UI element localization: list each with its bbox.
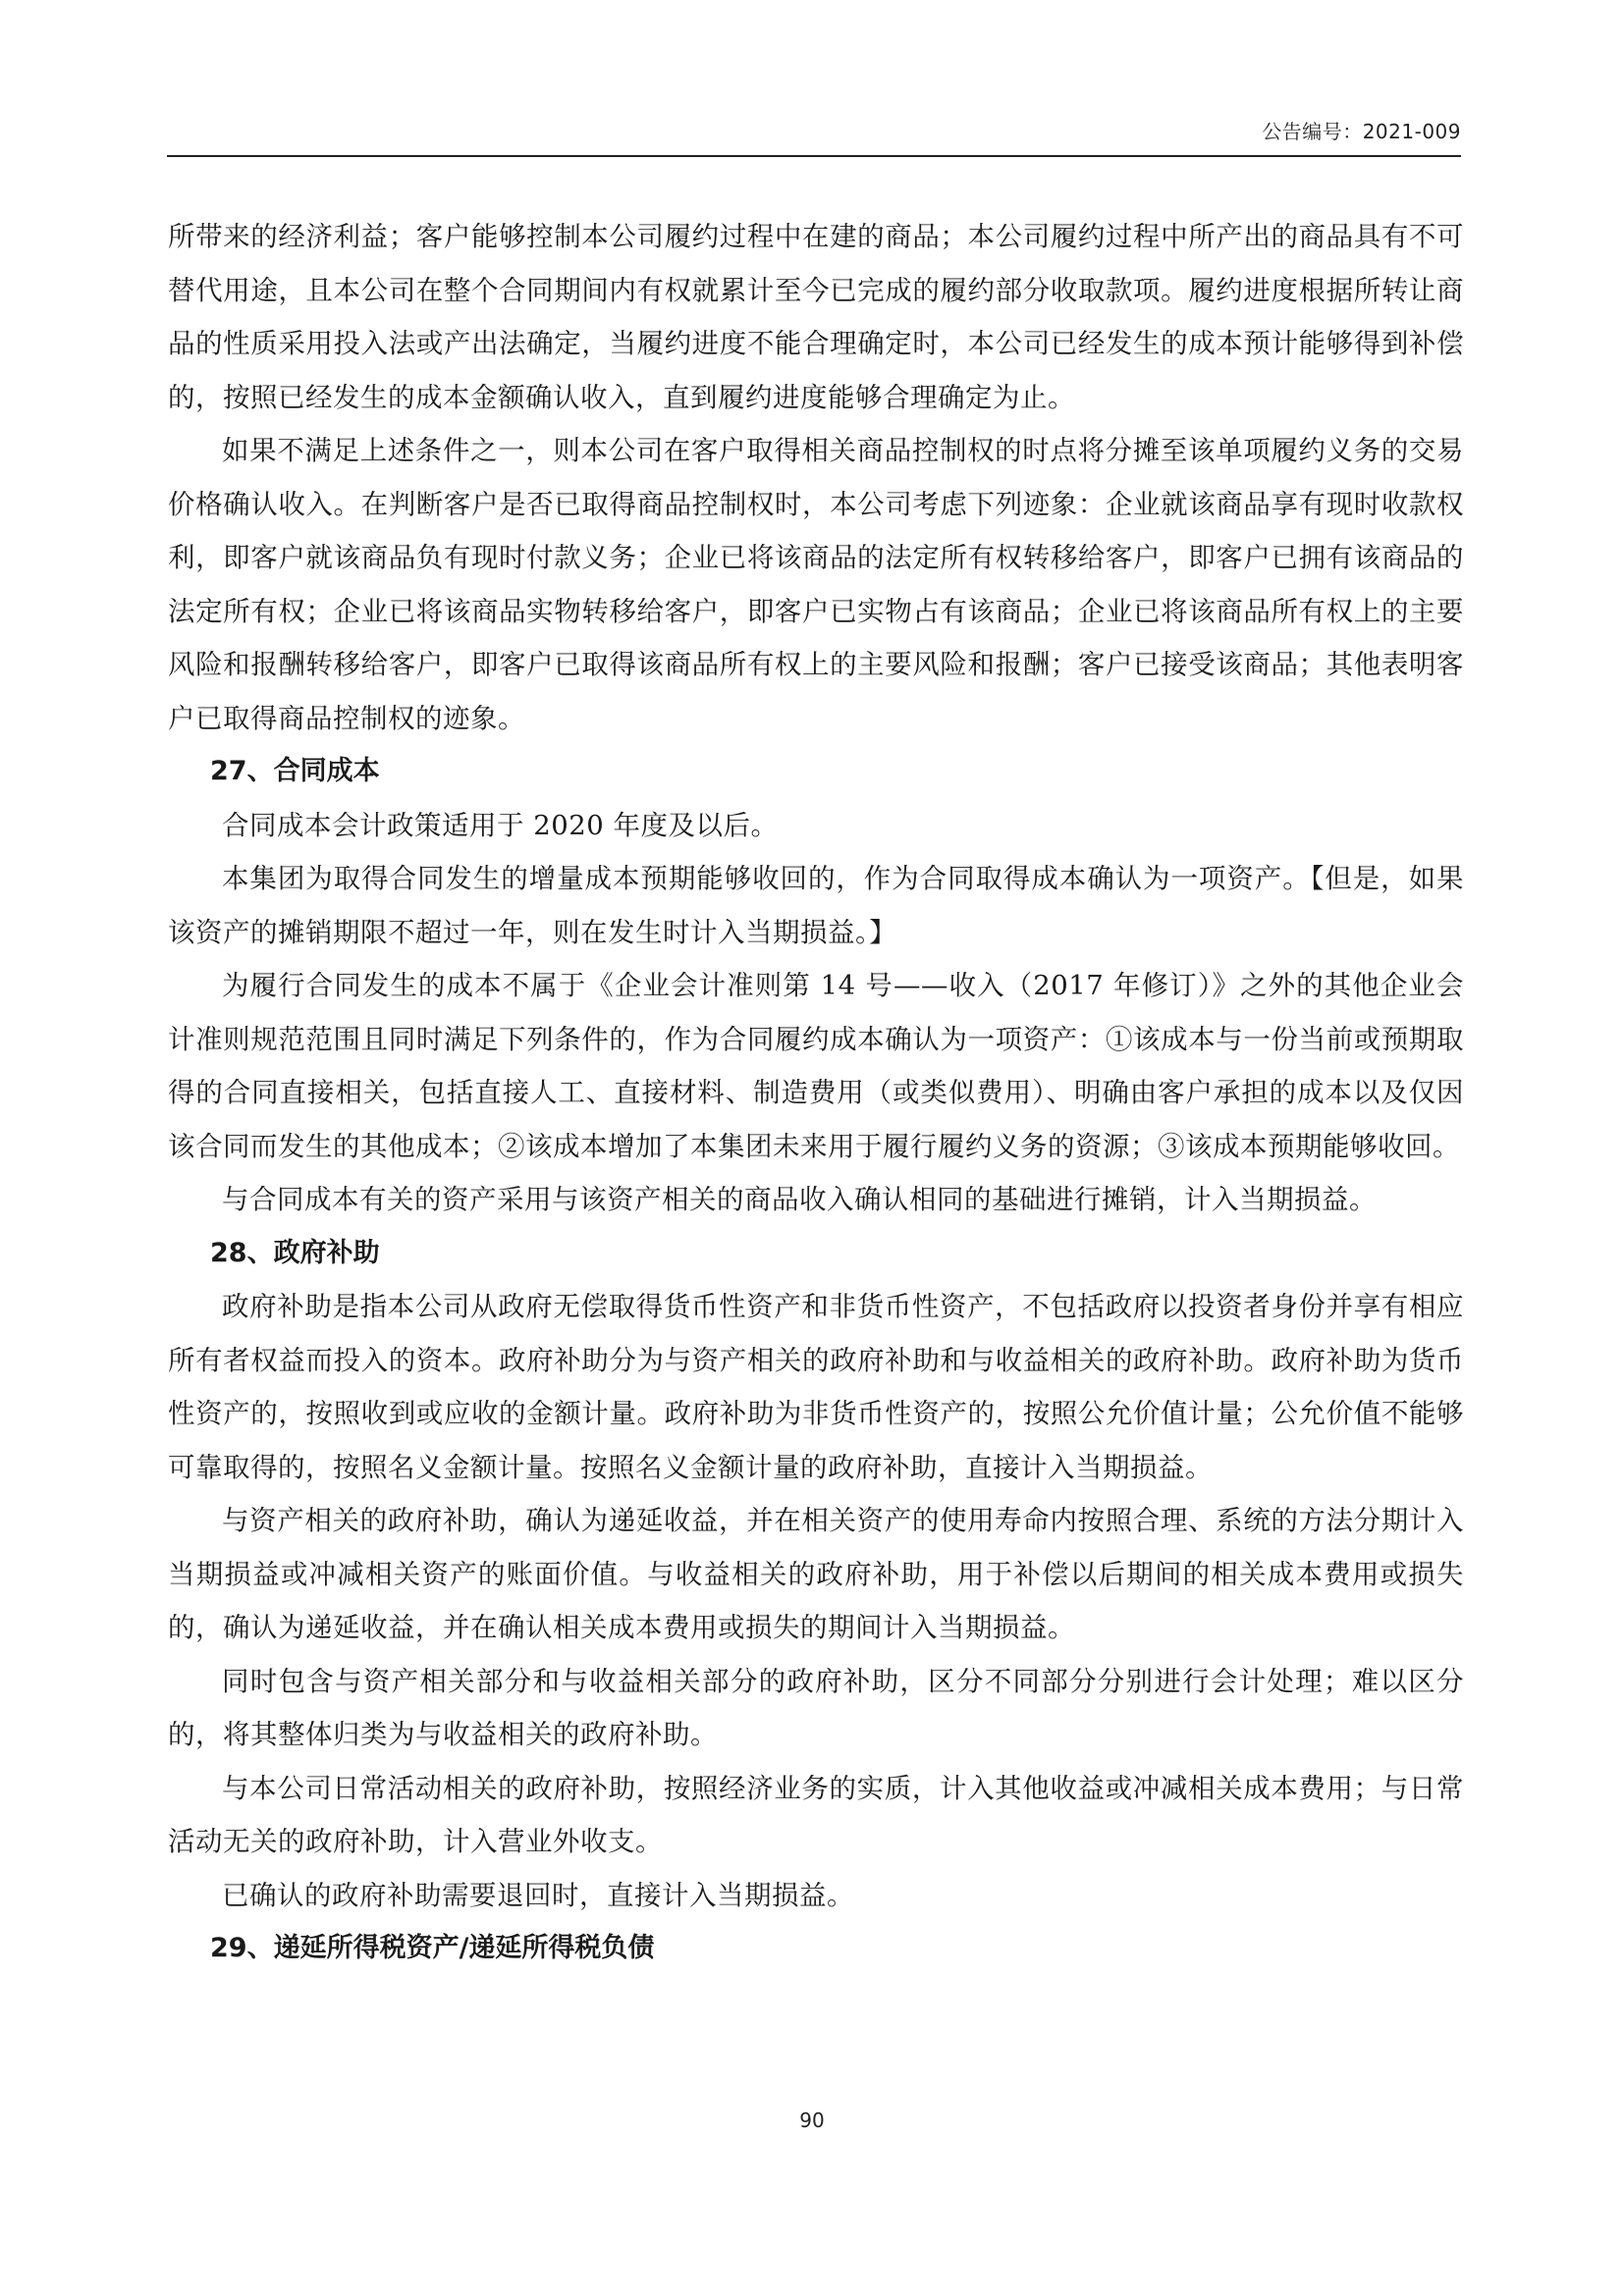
section-heading-deferred-tax: 29、递延所得税资产/递延所得税负债: [210, 1933, 655, 1963]
paragraph-grant-definition: 政府补助是指本公司从政府无偿取得货币性资产和非货币性资产，不包括政府以投资者身份并享有相应所有者权益而投入的资本。政府补助分为与资产相关的政府补助和与收益相关的政府补助。政府补助为货币性资产的，按照收到或应收的金额计量。政府补助为非货币性资产的，按照公允价值计量；公允价值不能够可靠取得的，按照名义金额计量。按照名义金额计量的政府补助，直接计入当期损益。: [168, 1291, 1464, 1483]
announcement-number: 公告编号：2021-009: [1262, 120, 1461, 143]
paragraph-mixed-grants: 同时包含与资产相关部分和与收益相关部分的政府补助，区分不同部分分别进行会计处理；难以区分的，将其整体归类为与收益相关的政府补助。: [168, 1665, 1464, 1750]
paragraph-contract-cost-amortization: 与合同成本有关的资产采用与该资产相关的商品收入确认相同的基础进行摊销，计入当期损益。: [222, 1184, 1377, 1215]
paragraph-grant-refund: 已确认的政府补助需要退回时，直接计入当期损益。: [222, 1879, 854, 1911]
paragraph-daily-activity-grants: 与本公司日常活动相关的政府补助，按照经济业务的实质，计入其他收益或冲减相关成本费用；与日常活动无关的政府补助，计入营业外收支。: [168, 1772, 1464, 1857]
paragraph-asset-related-grants: 与资产相关的政府补助，确认为递延收益，并在相关资产的使用寿命内按照合理、系统的方法分期计入当期损益或冲减相关资产的账面价值。与收益相关的政府补助，用于补偿以后期间的相关成本费用或损失的，确认为递延收益，并在确认相关成本费用或损失的期间计入当期损益。: [168, 1505, 1464, 1643]
paragraph-revenue-continued: 所带来的经济利益；客户能够控制本公司履约过程中在建的商品；本公司履约过程中所产出的商品具有不可替代用途，且本公司在整个合同期间内有权就累计至今已完成的履约部分收取款项。履约进度根据所转让商品的性质采用投入法或产出法确定，当履约进度不能合理确定时，本公司已经发生的成本预计能够得到补偿的，按照已经发生的成本金额确认收入，直到履约进度能够合理确定为止。: [168, 221, 1464, 413]
section-heading-contract-costs: 27、合同成本: [210, 756, 380, 786]
document-body: [168, 210, 1464, 1976]
paragraph-contract-acquisition-cost: 本集团为取得合同发生的增量成本预期能够收回的，作为合同取得成本确认为一项资产。【但是，如果该资产的摊销期限不超过一年，则在发生时计入当期损益。】: [168, 863, 1464, 948]
section-heading-government-grants: 28、政府补助: [210, 1237, 380, 1268]
page-header: [167, 110, 1461, 157]
page-number: 90: [799, 2109, 825, 2132]
paragraph-contract-fulfillment-cost: 为履行合同发生的成本不属于《企业会计准则第 14 号——收入（2017 年修订）》之外的其他企业会计准则规范范围且同时满足下列条件的，作为合同履约成本确认为一项资产：①该成本与一份当前或预期取得的合同直接相关，包括直接人工、直接材料、制造费用（或类似费用）、明确由客户承担的成本以及仅因该合同而发生的其他成本；②该成本增加了本集团未来用于履行履约义务的资源；③该成本预期能够收回。: [168, 970, 1464, 1162]
paragraph-revenue-point-in-time: 如果不满足上述条件之一，则本公司在客户取得相关商品控制权的时点将分摊至该单项履约义务的交易价格确认收入。在判断客户是否已取得商品控制权时，本公司考虑下列迹象：企业就该商品享有现时收款权利，即客户就该商品负有现时付款义务；企业已将该商品的法定所有权转移给客户，即客户已拥有该商品的法定所有权；企业已将该商品实物转移给客户，即客户已实物占有该商品；企业已将该商品所有权上的主要风险和报酬转移给客户，即客户已取得该商品所有权上的主要风险和报酬；客户已接受该商品；其他表明客户已取得商品控制权的迹象。: [168, 435, 1464, 734]
paragraph-contract-cost-applicability: 合同成本会计政策适用于 2020 年度及以后。: [222, 809, 779, 841]
